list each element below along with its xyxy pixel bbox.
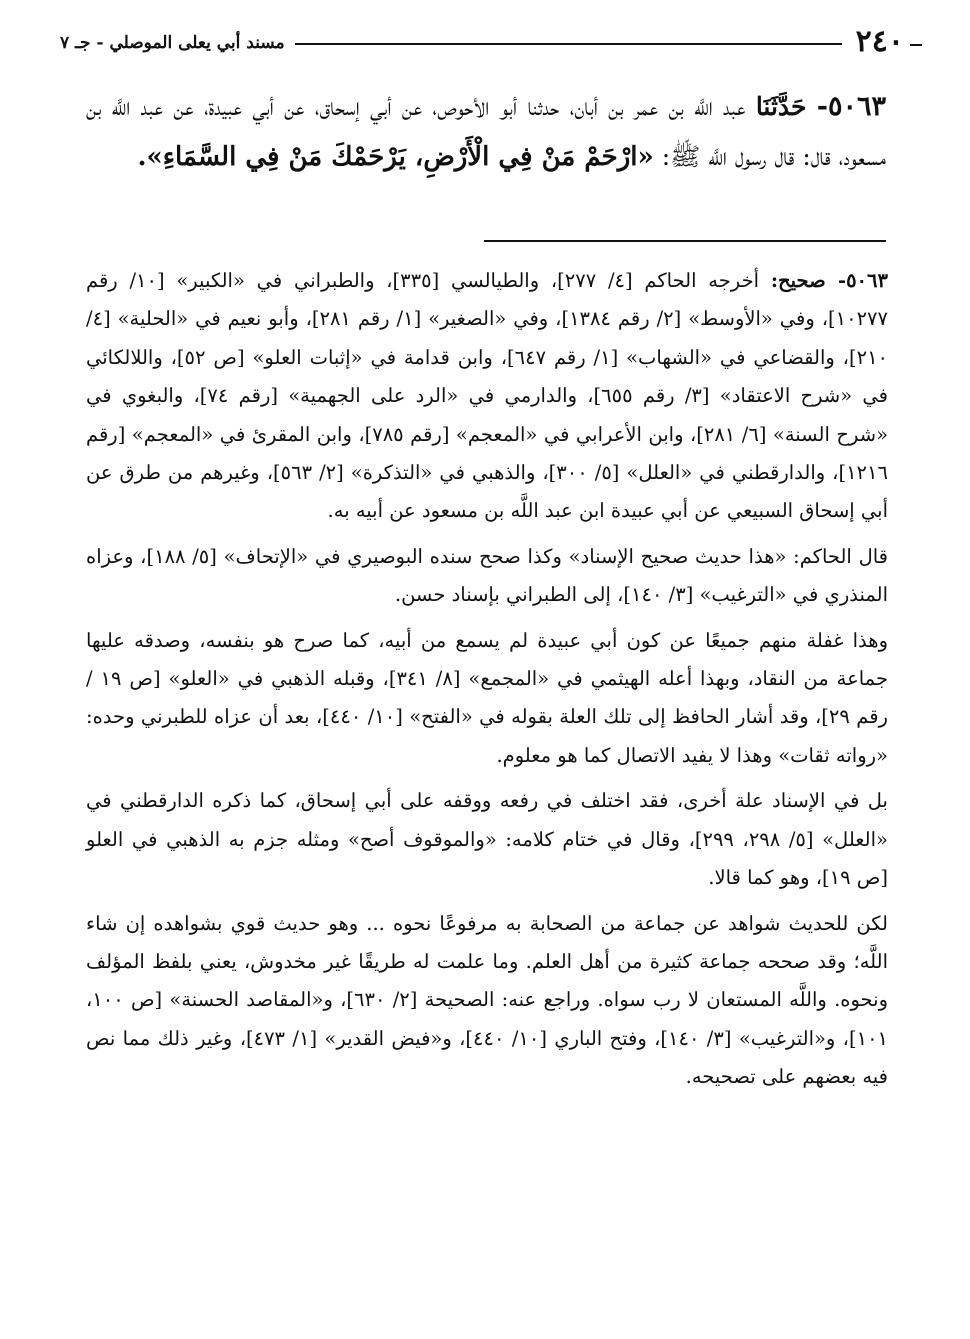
footnote-number: ٥٠٦٣- صحيح: xyxy=(770,269,888,292)
footnote-paragraph: بل في الإسناد علة أخرى، فقد اختلف في رفعه ووقفه على أبي إسحاق، كما ذكره الدارقطني في «العلل» [٥/ ٢٩٨، ٢٩٩]، وقال في ختام كلامه: «والموقوف أصح» ومثله جزم به الذهبي في العلو [ص ١٩]، وهو كما قالا. xyxy=(86,789,888,890)
footnotes xyxy=(86,262,888,1104)
footnote-paragraph: وهذا غفلة منهم جميعًا عن كون أبي عبيدة لم يسمع من أبيه، كما صرح هو بنفسه، وصدقه عليها جماعة من النقاد، وبهذا أعله الهيثمي في «المجمع» [٨/ ٣٤١]، وقبله الذهبي في «العلو» [ص ١٩ / رقم ٢٩]، وقد أشار الحافظ إلى تلك العلة بقوله في «الفتح» [١٠/ ٤٤٠]، بعد أن عزاه للطبرني وحده: «رواته ثقات» وهذا لا يفيد الاتصال كما هو معلوم. xyxy=(86,628,888,767)
footnote-paragraph xyxy=(86,262,888,531)
hadith-text xyxy=(86,82,886,182)
footnote-separator xyxy=(484,240,886,242)
footnote-paragraph: قال الحاكم: «هذا حديث صحيح الإسناد» وكذا صحح سنده البوصيري في «الإتحاف» [٥/ ١٨٨]، وعزاه المنذري في «الترغيب» [٣/ ١٤٠]، إلى الطبراني بإسناد حسن. xyxy=(86,544,889,607)
hadith-matn: «ارْحَمْ مَنْ فِي الْأَرْضِ، يَرْحَمْكَ مَنْ فِي السَّمَاءِ». xyxy=(137,142,654,172)
hadith-opening: حَدَّثَنَا xyxy=(755,92,807,121)
book-title: مسند أبي يعلى الموصلي - جـ ٧ xyxy=(50,30,295,56)
page-header xyxy=(50,22,922,66)
footnote-paragraph: لكن للحديث شواهد عن جماعة من الصحابة به مرفوعًا نحوه ... وهو حديث قوي بشواهده إن شاء اللَّه؛ وقد صححه جماعة كثيرة من أهل العلم. وما علمت له طريقًا غير مخدوش، يعني بلفظ المؤلف ونحوه. واللَّه المستعان لا رب سواه. وراجع عنه: الصحيحة [٢/ ٦٣٠]، و«المقاصد الحسنة» [ص ١٠٠، ١٠١]، و«الترغيب» [٣/ ١٤٠]، وفتح الباري [١٠/ ٤٤٠]، و«فيض القدير» [١/ ٤٧٣]، وغير ذلك مما نص فيه بعضهم على تصحيحه. xyxy=(86,911,889,1089)
footnote-text: أخرجه الحاكم [٤/ ٢٧٧]، والطيالسي [٣٣٥]، والطبراني في «الكبير» [١٠/ رقم ١٠٢٧٧]، وفي «الأوسط» [٢/ رقم ١٣٨٤]، وفي «الصغير» [١/ رقم ٢٨١]، وأبو نعيم في «الحلية» [٤/ ٢١٠]، والقضاعي في «الشهاب» [١/ رقم ٦٤٧]، وابن قدامة في «إثبات العلو» [ص ٥٢]، واللالكائي في «شرح الاعتقاد» [٣/ رقم ٦٥٥]، والدارمي في «الرد على الجهمية» [رقم ٧٤]، والبغوي في «شرح السنة» [٦/ ٢٨١]، وابن الأعرابي في «المعجم» [رقم ٧٨٥]، وابن المقرئ في «المعجم» [رقم ١٢١٦]، والدارقطني في «العلل» [٥/ ٣٠٠]، والذهبي في «التذكرة» [٢/ ٥٦٣]، وغيرهم من طرق عن أبي إسحاق السبيعي عن أبي عبيدة ابن عبد اللَّه بن مسعود عن أبيه به. xyxy=(86,269,889,523)
hadith-number: ٥٠٦٣- xyxy=(816,91,886,122)
page-number: ٢٤٠ xyxy=(842,22,922,62)
hadith-isnad: عبد اللَّه بن عمر بن أبان، حدثنا أبو الأحوص، عن أبي إسحاق، عن أبي عبيدة، عن عبد اللَّه بن مسعود، قال: قال رسول اللَّه ﷺ: xyxy=(86,92,886,171)
